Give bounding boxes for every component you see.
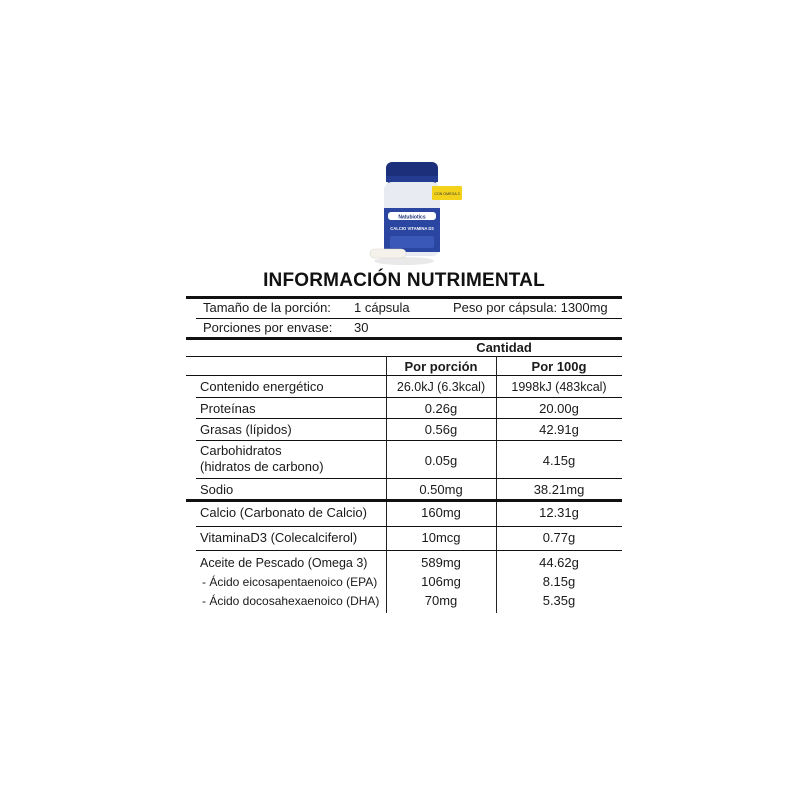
divider (186, 296, 622, 299)
row-value-per-serving: 70mg (424, 593, 458, 608)
product-badge: CON OMEGA 3 (434, 192, 460, 196)
row-value-per-100g: 4.15g (542, 453, 576, 468)
row-value-per-100g: 0.77g (542, 530, 576, 545)
row-value-per-100g: 42.91g (539, 422, 579, 437)
quantity-header: Cantidad (476, 340, 532, 355)
row-divider (196, 478, 622, 479)
row-label: - Ácido eicosapentaenoico (EPA) (202, 575, 378, 589)
divider (186, 499, 622, 502)
row-label: VitaminaD3 (Colecalciferol) (200, 530, 358, 545)
row-value-per-serving: 160mg (421, 505, 461, 520)
row-label-continued: (hidratos de carbono) (200, 459, 324, 474)
panel-title: INFORMACIÓN NUTRIMENTAL (263, 270, 545, 291)
divider (196, 318, 622, 319)
row-value-per-100g: 1998kJ (483kcal) (511, 380, 607, 394)
row-divider (196, 397, 622, 398)
serving-size-label: Tamaño de la porción: (203, 300, 331, 315)
divider (186, 356, 622, 357)
product-brand: Natubiotics (398, 214, 426, 221)
row-label: Contenido energético (200, 379, 324, 394)
row-value-per-serving: 106mg (421, 574, 461, 589)
row-label: Carbohidratos (200, 443, 282, 458)
product-bottle-image (366, 160, 466, 268)
row-value-per-100g: 20.00g (539, 401, 579, 416)
row-value-per-serving: 0.05g (424, 453, 458, 468)
row-value-per-serving: 0.56g (424, 422, 458, 437)
row-label: - Ácido docosahexaenoico (DHA) (202, 594, 380, 608)
product-label: CALCIO VITAMINA D3 (390, 226, 434, 231)
row-value-per-serving: 26.0kJ (6.3kcal) (396, 380, 486, 394)
row-value-per-serving: 0.50mg (419, 482, 463, 497)
capsule-weight: Peso por cápsula: 1300mg (453, 300, 608, 315)
serving-size-value: 1 cápsula (354, 300, 410, 315)
row-value-per-100g: 44.62g (539, 555, 579, 570)
column-header-per-100g: Por 100g (531, 359, 587, 374)
row-value-per-100g: 5.35g (542, 593, 576, 608)
row-label: Grasas (lípidos) (200, 422, 292, 437)
row-label: Sodio (200, 482, 234, 497)
servings-per-container-value: 30 (354, 320, 369, 335)
row-label: Proteínas (200, 401, 256, 416)
row-value-per-serving: 10mcg (421, 530, 461, 545)
row-divider (196, 418, 622, 419)
row-divider (196, 440, 622, 441)
row-label: Aceite de Pescado (Omega 3) (200, 556, 368, 570)
row-value-per-100g: 12.31g (539, 505, 579, 520)
row-label: Calcio (Carbonato de Calcio) (200, 505, 367, 520)
servings-per-container-label: Porciones por envase: (203, 320, 333, 335)
divider (186, 375, 622, 376)
row-value-per-100g: 38.21mg (533, 482, 585, 497)
row-divider (196, 526, 622, 527)
column-header-per-serving: Por porción (404, 359, 478, 374)
row-value-per-serving: 0.26g (424, 401, 458, 416)
row-value-per-100g: 8.15g (542, 574, 576, 589)
row-divider (196, 550, 622, 551)
row-value-per-serving: 589mg (421, 555, 461, 570)
